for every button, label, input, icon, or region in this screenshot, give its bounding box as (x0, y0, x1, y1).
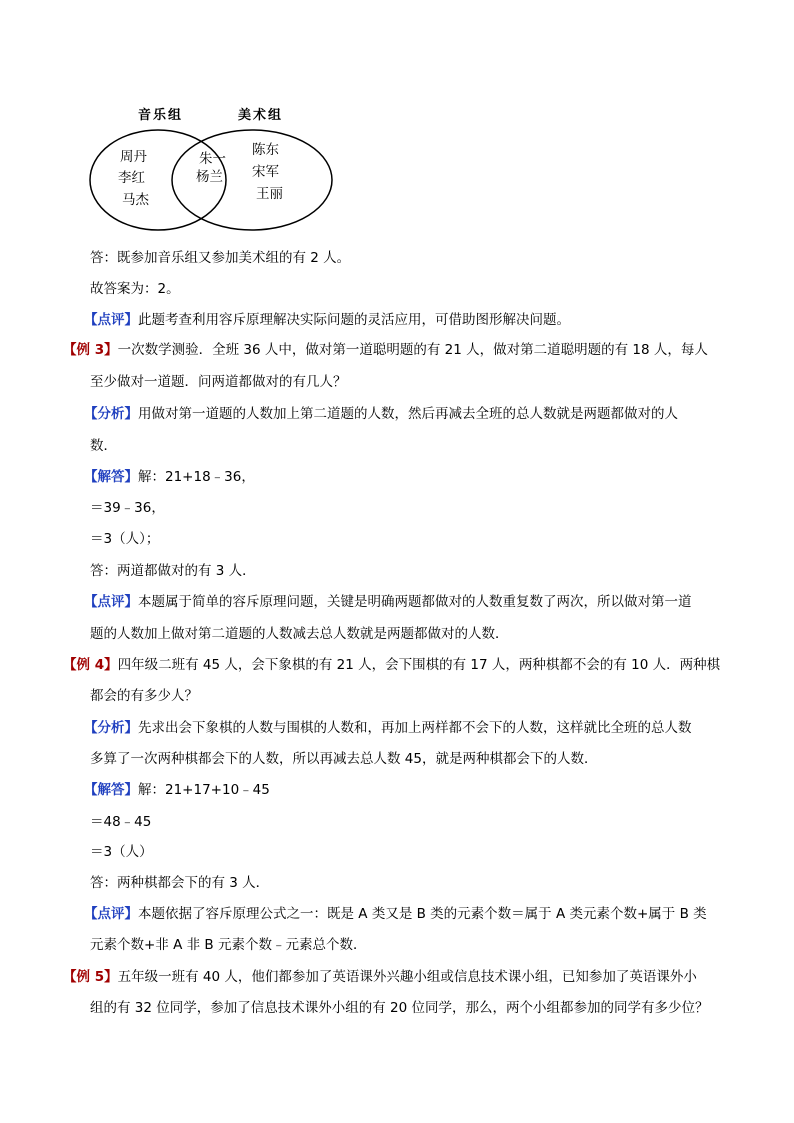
section-tag: 【解答】 (84, 469, 138, 485)
text-line (84, 905, 707, 923)
text-line (90, 499, 165, 517)
venn-name: 陈东 (252, 142, 279, 158)
line-text: 本题属于简单的容斥原理问题，关键是明确两题都做对的人数重复数了两次，所以做对第一道 (138, 594, 692, 610)
line-text: 答：两种棋都会下的有 3 人． (90, 875, 270, 891)
line-text: 组的有 32 位同学，参加了信息技术课外小组的有 20 位同学，那么，两个小组都参加的同学有多少位？ (90, 1000, 709, 1016)
line-text: 数． (90, 438, 117, 454)
line-text: 先求出会下象棋的人数与围棋的人数和，再加上两样都不会下的人数，这样就比全班的总人数 (138, 720, 692, 736)
section-tag: 【点评】 (84, 594, 138, 610)
text-line (90, 437, 117, 455)
text-line (90, 625, 509, 643)
text-line (90, 373, 347, 391)
line-text: 至少做对一道题．问两道都做对的有几人？ (90, 374, 347, 390)
venn-name: 马杰 (122, 192, 149, 208)
text-line (84, 593, 692, 611)
text-line (84, 405, 678, 423)
text-line (84, 781, 270, 799)
line-text: ＝39﹣36， (90, 500, 165, 516)
text-line (63, 656, 720, 674)
line-text: 元素个数+非 A 非 B 元素个数﹣元素总个数． (90, 937, 367, 953)
line-text: 答：两道都做对的有 3 人． (90, 563, 256, 579)
text-line (90, 750, 597, 768)
section-tag: 【分析】 (84, 720, 138, 736)
line-text: 此题考查利用容斥原理解决实际问题的灵活应用，可借助图形解决问题。 (138, 312, 570, 328)
section-tag: 【解答】 (84, 782, 138, 798)
line-text: 四年级二班有 45 人，会下象棋的有 21 人，会下围棋的有 17 人，两种棋都不会的有 10 人．两种棋 (117, 657, 721, 673)
text-line (90, 562, 256, 580)
text-line (90, 874, 269, 892)
line-text: 五年级一班有 40 人，他们都参加了英语课外兴趣小组或信息技术课小组，已知参加了英语课外小 (117, 969, 697, 985)
venn-diagram (82, 98, 334, 232)
section-tag: 【分析】 (84, 406, 138, 422)
venn-name: 周丹 (120, 149, 147, 165)
line-text: 题的人数加上做对第二道题的人数减去总人数就是两题都做对的人数． (90, 626, 509, 642)
line-text: 一次数学测验．全班 36 人中，做对第一道聪明题的有 21 人，做对第二道聪明题的有 18 人，每人 (117, 342, 708, 358)
venn-name: 朱一 (199, 151, 226, 167)
text-line (90, 687, 198, 705)
line-text: ＝3（人） (90, 844, 153, 860)
text-line (90, 843, 153, 861)
example-tag: 【例 4】 (63, 657, 118, 673)
line-text: ＝48﹣45 (90, 814, 152, 830)
text-line (84, 719, 692, 737)
text-line (90, 999, 709, 1017)
line-text: 用做对第一道题的人数加上第二道题的人数，然后再减去全班的总人数就是两题都做对的人 (138, 406, 678, 422)
venn-name: 李红 (118, 170, 145, 186)
line-text: ＝3（人）； (90, 531, 160, 547)
section-tag: 【点评】 (84, 906, 138, 922)
line-text: 解：21+18﹣36， (138, 469, 255, 485)
venn-name: 杨兰 (196, 169, 223, 185)
text-line (90, 813, 151, 831)
line-text: 本题依据了容斥原理公式之一：既是 A 类又是 B 类的元素个数＝属于 A 类元素个数+属于 B 类 (138, 906, 707, 922)
example-tag: 【例 5】 (63, 969, 118, 985)
line-text: 故答案为：2。 (90, 281, 180, 297)
venn-right-label: 美术组 (238, 108, 284, 123)
line-text: 答：既参加音乐组又参加美术组的有 2 人。 (90, 250, 351, 266)
text-line (84, 468, 255, 486)
line-text: 都会的有多少人？ (90, 688, 198, 704)
text-line (90, 530, 159, 548)
venn-name: 王丽 (256, 186, 283, 202)
text-line (90, 249, 350, 267)
text-line (90, 280, 180, 298)
text-line (84, 311, 570, 329)
venn-left-label: 音乐组 (138, 108, 184, 123)
text-line (63, 968, 697, 986)
text-line (90, 936, 366, 954)
text-line (63, 341, 708, 359)
line-text: 解：21+17+10﹣45 (138, 782, 270, 798)
section-tag: 【点评】 (84, 312, 138, 328)
line-text: 多算了一次两种棋都会下的人数，所以再减去总人数 45，就是两种棋都会下的人数． (90, 751, 598, 767)
example-tag: 【例 3】 (63, 342, 118, 358)
venn-name: 宋军 (252, 164, 279, 180)
